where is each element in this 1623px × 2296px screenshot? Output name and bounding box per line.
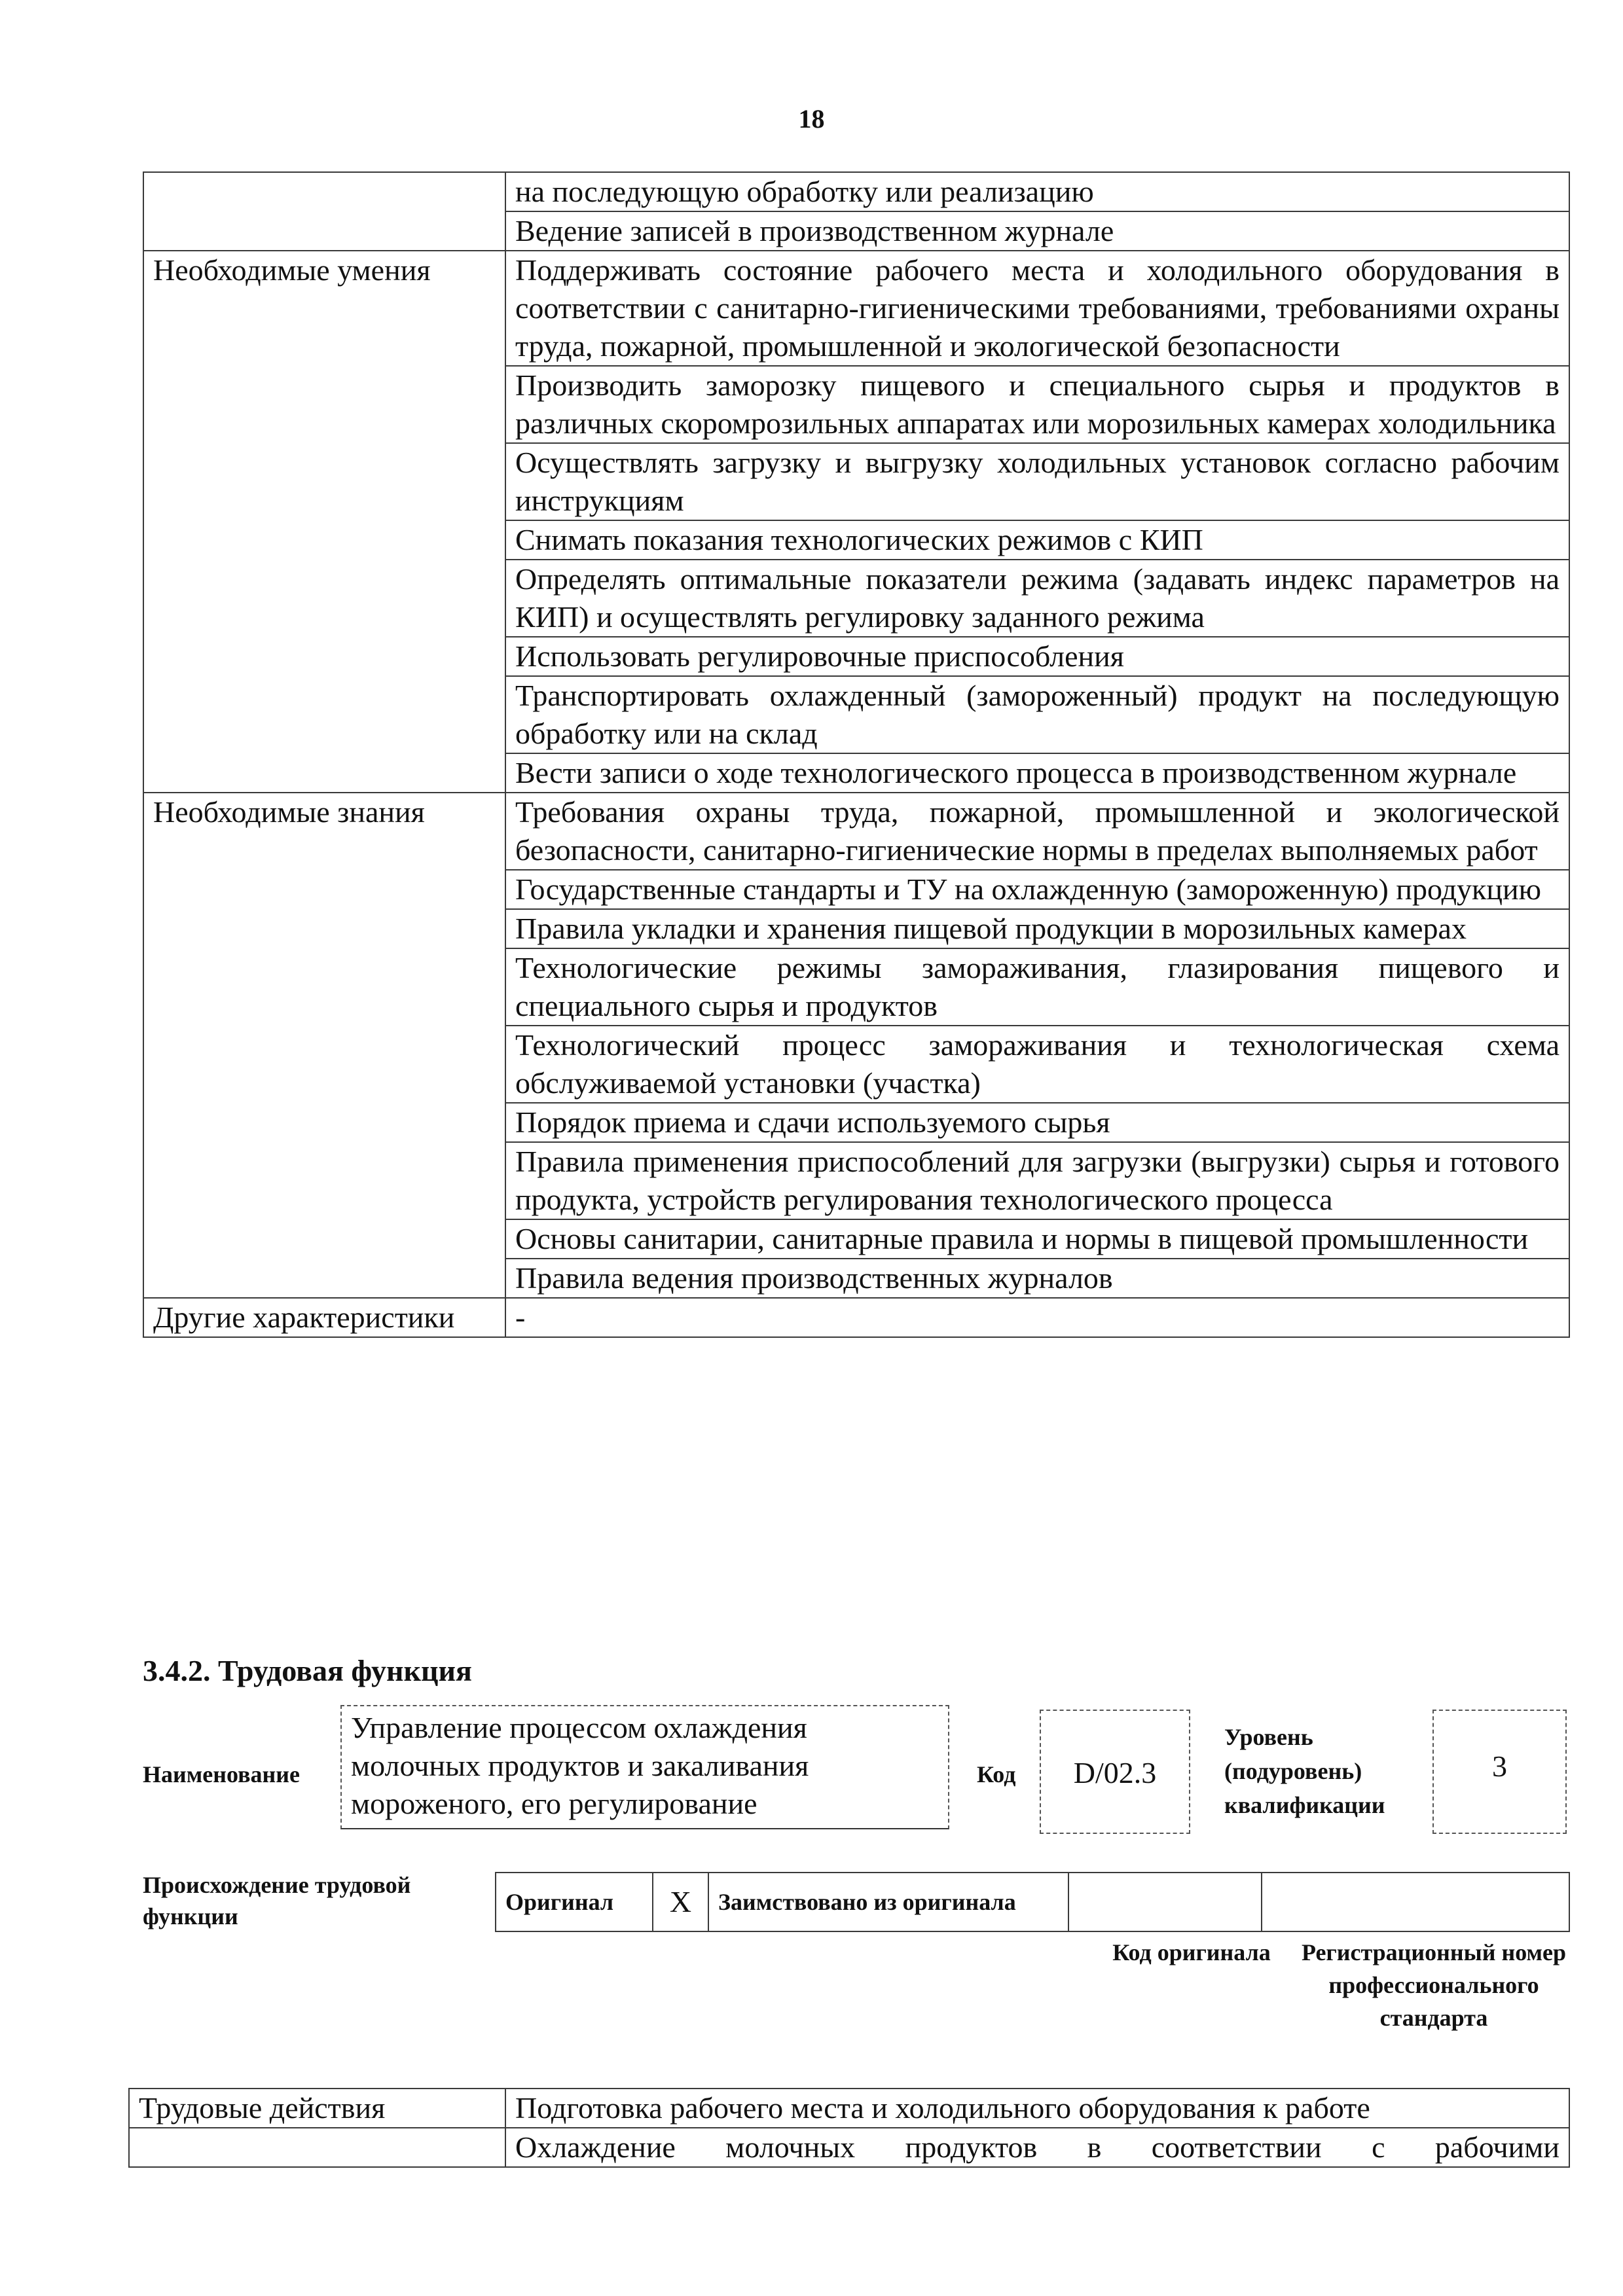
name-value: Управление процессом охлаждения молочных продуктов и закаливания мороженого, его регулирование [340, 1705, 949, 1829]
row-label [143, 676, 505, 753]
row-label [143, 1026, 505, 1103]
table-row [143, 520, 1569, 560]
row-label [143, 1259, 505, 1298]
skills-knowledge-table [143, 171, 1570, 1338]
row-text: Транспортировать охлажденный (замороженный) продукт на последующую обработку или на склад [505, 676, 1569, 753]
table-row [143, 870, 1569, 909]
row-text: Государственные стандарты и ТУ на охлажденную (замороженную) продукцию [505, 870, 1569, 909]
table-row [143, 1298, 1569, 1337]
row-text: Порядок приема и сдачи используемого сырья [505, 1103, 1569, 1142]
table-row [143, 251, 1569, 366]
row-text: Правила укладки и хранения пищевой продукции в морозильных камерах [505, 909, 1569, 948]
row-label [129, 2128, 505, 2167]
table-row [143, 1219, 1569, 1259]
table-row [143, 948, 1569, 1026]
table-row [143, 909, 1569, 948]
row-label [143, 366, 505, 443]
row-label-knowledge: Необходимые знания [143, 793, 505, 870]
row-text: Требования охраны труда, пожарной, промышленной и экологической безопасности, санитарно-гигиенические нормы в пределах выполняемых работ [505, 793, 1569, 870]
row-label [143, 753, 505, 793]
row-text: Подготовка рабочего места и холодильного оборудования к работе [505, 2089, 1569, 2128]
row-text: Правила применения приспособлений для загрузки (выгрузки) сырья и готового продукта, устройств регулирования технологического процесса [505, 1142, 1569, 1219]
row-label-labor-actions: Трудовые действия [129, 2089, 505, 2128]
table-row [143, 560, 1569, 637]
level-value: 3 [1432, 1710, 1567, 1834]
labor-actions-table [128, 2088, 1570, 2168]
row-label [143, 211, 505, 251]
registration-number-cell [1262, 1873, 1569, 1931]
row-label [143, 1103, 505, 1142]
row-label [143, 1219, 505, 1259]
original-code-caption: Код оригинала [1112, 1939, 1271, 1965]
row-text: Основы санитарии, санитарные правила и нормы в пищевой промышленности [505, 1219, 1569, 1259]
row-label [143, 443, 505, 520]
row-text: Производить заморозку пищевого и специального сырья и продуктов в различных скоромрозильных аппаратах или морозильных камерах холодильника [505, 366, 1569, 443]
section-heading: 3.4.2. Трудовая функция [143, 1654, 472, 1687]
row-label-other: Другие характеристики [143, 1298, 505, 1337]
table-row [496, 1873, 1569, 1931]
row-text: Снимать показания технологических режимов с КИП [505, 520, 1569, 560]
table-row [129, 2128, 1569, 2167]
table-row [143, 676, 1569, 753]
origin-label: Происхождение трудовой функции [143, 1872, 411, 1929]
table-row [129, 2089, 1569, 2128]
row-label [143, 637, 505, 676]
row-text: Охлаждение молочных продуктов в соответствии с рабочими [505, 2128, 1569, 2167]
table-row [143, 793, 1569, 870]
page-number: 18 [798, 104, 825, 134]
original-code-cell [1068, 1873, 1262, 1931]
name-label: Наименование [143, 1761, 300, 1787]
origin-table [495, 1872, 1570, 1932]
row-text: Вести записи о ходе технологического процесса в производственном журнале [505, 753, 1569, 793]
row-text: Технологические режимы замораживания, глазирования пищевого и специального сырья и продуктов [505, 948, 1569, 1026]
row-label [143, 1142, 505, 1219]
borrowed-label: Заимствовано из оригинала [708, 1873, 1068, 1931]
registration-number-caption: Регистрационный номер профессионального стандарта [1301, 1939, 1567, 2031]
row-label [143, 520, 505, 560]
table-row [143, 211, 1569, 251]
row-label [143, 172, 505, 211]
original-mark: X [653, 1873, 708, 1931]
table-row [143, 1259, 1569, 1298]
table-row [143, 1103, 1569, 1142]
table-row [143, 1142, 1569, 1219]
row-label [143, 560, 505, 637]
table-row [143, 753, 1569, 793]
table-row [143, 366, 1569, 443]
row-label [143, 870, 505, 909]
code-value: D/02.3 [1040, 1710, 1190, 1834]
row-text: Правила ведения производственных журналов [505, 1259, 1569, 1298]
row-text: на последующую обработку или реализацию [505, 172, 1569, 211]
row-label [143, 909, 505, 948]
level-label: Уровень (подуровень) квалификации [1224, 1724, 1385, 1818]
row-text: Ведение записей в производственном журнале [505, 211, 1569, 251]
row-label-skills: Необходимые умения [143, 251, 505, 366]
row-text: Поддерживать состояние рабочего места и холодильного оборудования в соответствии с санитарно-гигиеническими требованиями, требованиями охраны труда, пожарной, промышленной и экологической безопасности [505, 251, 1569, 366]
row-text: Осуществлять загрузку и выгрузку холодильных установок согласно рабочим инструкциям [505, 443, 1569, 520]
table-row [143, 443, 1569, 520]
table-row [143, 172, 1569, 211]
row-label [143, 948, 505, 1026]
row-text: Использовать регулировочные приспособления [505, 637, 1569, 676]
row-text: Определять оптимальные показатели режима (задавать индекс параметров на КИП) и осуществлять регулировку заданного режима [505, 560, 1569, 637]
row-text: Технологический процесс замораживания и технологическая схема обслуживаемой установки (участка) [505, 1026, 1569, 1103]
table-row [143, 637, 1569, 676]
original-label: Оригинал [496, 1873, 653, 1931]
code-label: Код [977, 1761, 1016, 1787]
table-row [143, 1026, 1569, 1103]
row-text: - [505, 1298, 1569, 1337]
